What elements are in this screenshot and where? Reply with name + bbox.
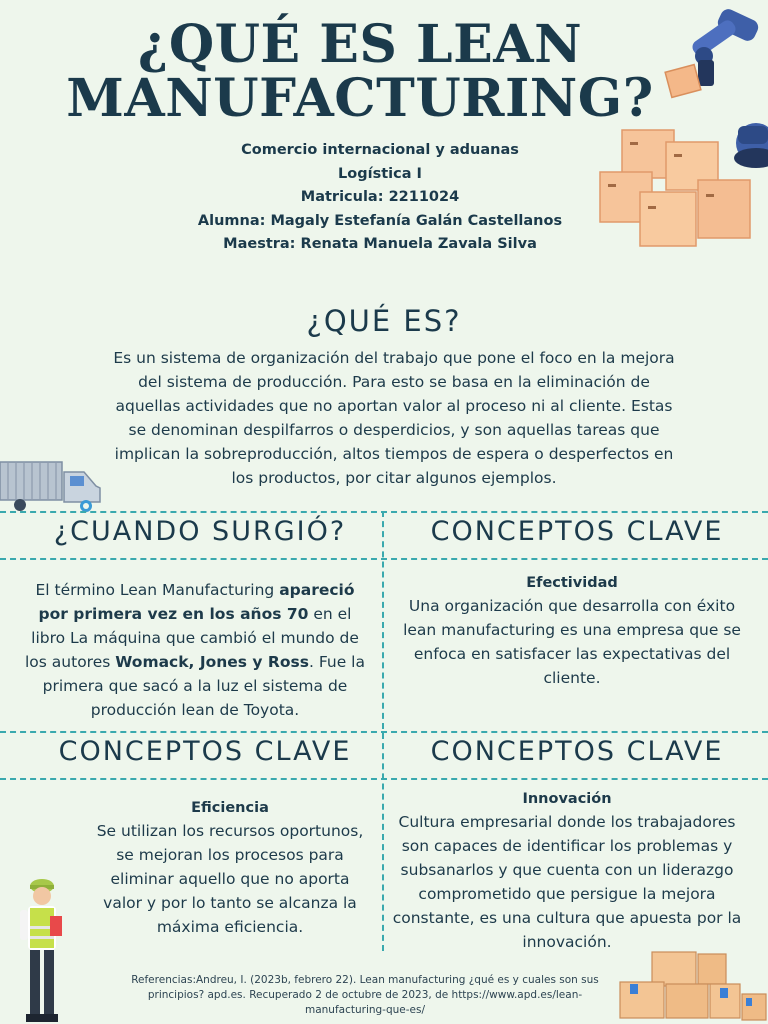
title-line-1: ¿QUÉ ES LEAN	[137, 14, 583, 75]
concept-text: Cultura empresarial donde los trabajadores son capaces de identificar los problemas y subsanarlos y que cuenta con un liderazgo comprometido que persigue la mejora constante, es una cultura que apuesta por la innovación.	[392, 813, 742, 951]
subject-line: Logística I	[338, 165, 422, 182]
concept-title: Innovación	[522, 791, 612, 807]
references: Referencias:Andreu, I. (2023b, febrero 22). Lean manufacturing ¿qué es y cuales son sus principios? apd.es. Recuperado 2 de octubre de 2023, de https://www.apd.es/lean-manufacturing-que-es/	[131, 974, 599, 1016]
concept-text: Una organización que desarrolla con éxito lean manufacturing es una empresa que se enfoca en satisfacer las expectativas del cliente.	[403, 597, 741, 687]
title-line-2: MANUFACTURING?	[66, 68, 654, 129]
id-line: Matricula: 2211024	[300, 189, 460, 205]
cuando-text-2: en el libro La máquina que cambió el mundo de los autores	[25, 605, 359, 671]
cuando-surgio-text	[25, 578, 365, 722]
teacher-line: Maestra: Renata Manuela Zavala Silva	[223, 236, 537, 252]
conceptos-clave-heading-2: CONCEPTOS CLAVE	[58, 736, 352, 767]
conceptos-clave-heading-3: CONCEPTOS CLAVE	[430, 736, 724, 767]
stacked-boxes-icon	[596, 122, 756, 260]
author-info	[180, 139, 580, 257]
course-line: Comercio internacional y aduanas	[241, 142, 519, 158]
divider-row1	[0, 558, 768, 560]
divider-row2	[0, 778, 768, 780]
concept-efectividad	[402, 572, 742, 690]
truck-icon	[0, 458, 104, 516]
que-es-heading: ¿QUÉ ES?	[306, 304, 462, 338]
student-line: Alumna: Magaly Estefanía Galán Castellanos	[197, 212, 563, 229]
conceptos-clave-heading-1: CONCEPTOS CLAVE	[430, 516, 724, 547]
cuando-bold-1: apareció por primera vez en los años 70	[38, 581, 355, 623]
pallet-boxes-icon	[616, 950, 768, 1024]
concept-title: Eficiencia	[191, 800, 269, 816]
que-es-text: Es un sistema de organización del trabajo que pone el foco en la mejora del sistema de producción. Para esto se basa en la eliminación de aquellas actividades que no aportan valor al proceso ni al cliente. Estas se denominan despilfarros o desperdicios, y son aquellas tareas que implican la sobreproducción, altos tiempos de espera o desperfectos en los productos, por citar algunos ejemplos.	[113, 349, 675, 487]
poster-title	[40, 14, 680, 129]
cuando-surgio-heading: ¿CUANDO SURGIÓ?	[53, 516, 347, 547]
cuando-bold-2: Womack, Jones y Ross	[115, 653, 309, 671]
cuando-text-3: . Fue la primera que sacó a la luz el sistema de producción lean de Toyota.	[42, 653, 365, 719]
divider-top	[0, 511, 768, 513]
concept-innovacion	[392, 788, 742, 954]
divider-middle	[0, 731, 768, 733]
concept-title: Efectividad	[526, 575, 618, 591]
divider-vertical	[382, 511, 384, 951]
concept-text: Se utilizan los recursos oportunos, se mejoran los procesos para eliminar aquello que no aporta valor y por lo tanto se alcanza la máxima eficiencia.	[96, 822, 364, 936]
worker-icon	[14, 876, 76, 1024]
concept-eficiencia	[90, 797, 370, 939]
cuando-text-1: El término Lean Manufacturing	[35, 581, 280, 599]
